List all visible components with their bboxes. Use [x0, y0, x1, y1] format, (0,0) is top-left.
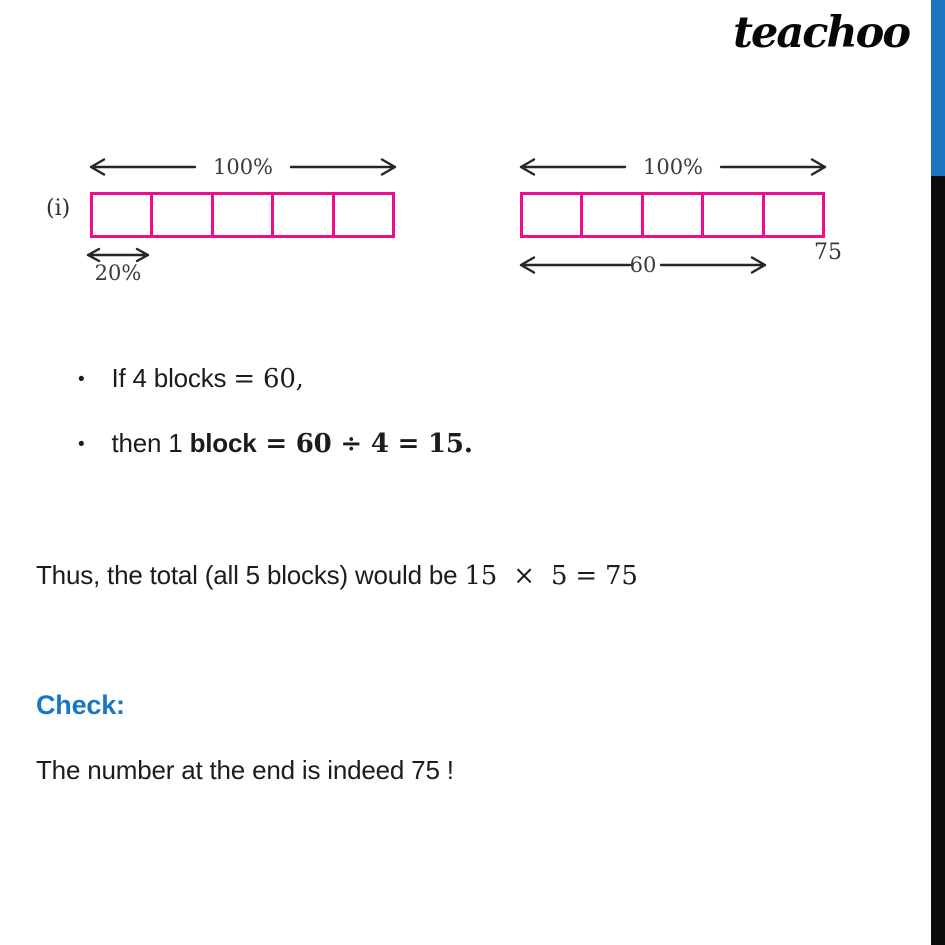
- check-heading: Check:: [36, 690, 125, 720]
- left-diagram-20pct-label: 20%: [94, 261, 142, 285]
- block-cell: [335, 195, 392, 235]
- right-diagram-60-label: 60: [629, 253, 657, 277]
- right-diagram-100pct-arrow: [518, 155, 828, 179]
- edge-bar-blue: [931, 0, 945, 176]
- diagram-index-label: (i): [46, 196, 71, 221]
- left-diagram-100pct-arrow: [88, 155, 398, 179]
- block-cell: [523, 195, 583, 235]
- bullet-item-2: [78, 428, 473, 460]
- block-cell: [765, 195, 822, 235]
- left-block-bar: [90, 192, 395, 238]
- block-cell: [583, 195, 643, 235]
- bullet-1-plain: If 4 blocks: [111, 363, 234, 393]
- right-block-bar: [520, 192, 825, 238]
- bullet-1-text: [111, 363, 303, 395]
- conclusion-math: 15 × 5 = 75: [464, 561, 638, 591]
- conclusion-line: [36, 560, 638, 592]
- bullet-1-math: = 60,: [233, 364, 304, 394]
- check-body: The number at the end is indeed 75 !: [36, 755, 454, 785]
- block-cell: [704, 195, 764, 235]
- right-diagram-75-label: 75: [814, 240, 842, 265]
- block-cell: [644, 195, 704, 235]
- bullet-marker: •: [78, 369, 85, 390]
- edge-bar-black: [931, 176, 945, 945]
- teachoo-logo: teachoo: [733, 8, 909, 58]
- bullet-2-bold-word: block: [189, 428, 257, 458]
- right-diagram-100pct-label: 100%: [642, 155, 704, 179]
- bullet-marker: •: [78, 434, 85, 455]
- left-diagram-100pct-label: 100%: [212, 155, 274, 179]
- bullet-2-text: [111, 428, 472, 460]
- conclusion-plain: Thus, the total (all 5 blocks) would be: [36, 560, 465, 590]
- right-diagram-60-arrow: [518, 253, 768, 277]
- block-cell: [214, 195, 274, 235]
- block-cell: [93, 195, 153, 235]
- bullet-2-plain: then 1: [111, 428, 190, 458]
- block-cell: [274, 195, 334, 235]
- block-cell: [153, 195, 213, 235]
- bullet-item-1: [78, 363, 304, 395]
- bullet-2-bold-math: = 60 ÷ 4 = 15.: [256, 429, 473, 459]
